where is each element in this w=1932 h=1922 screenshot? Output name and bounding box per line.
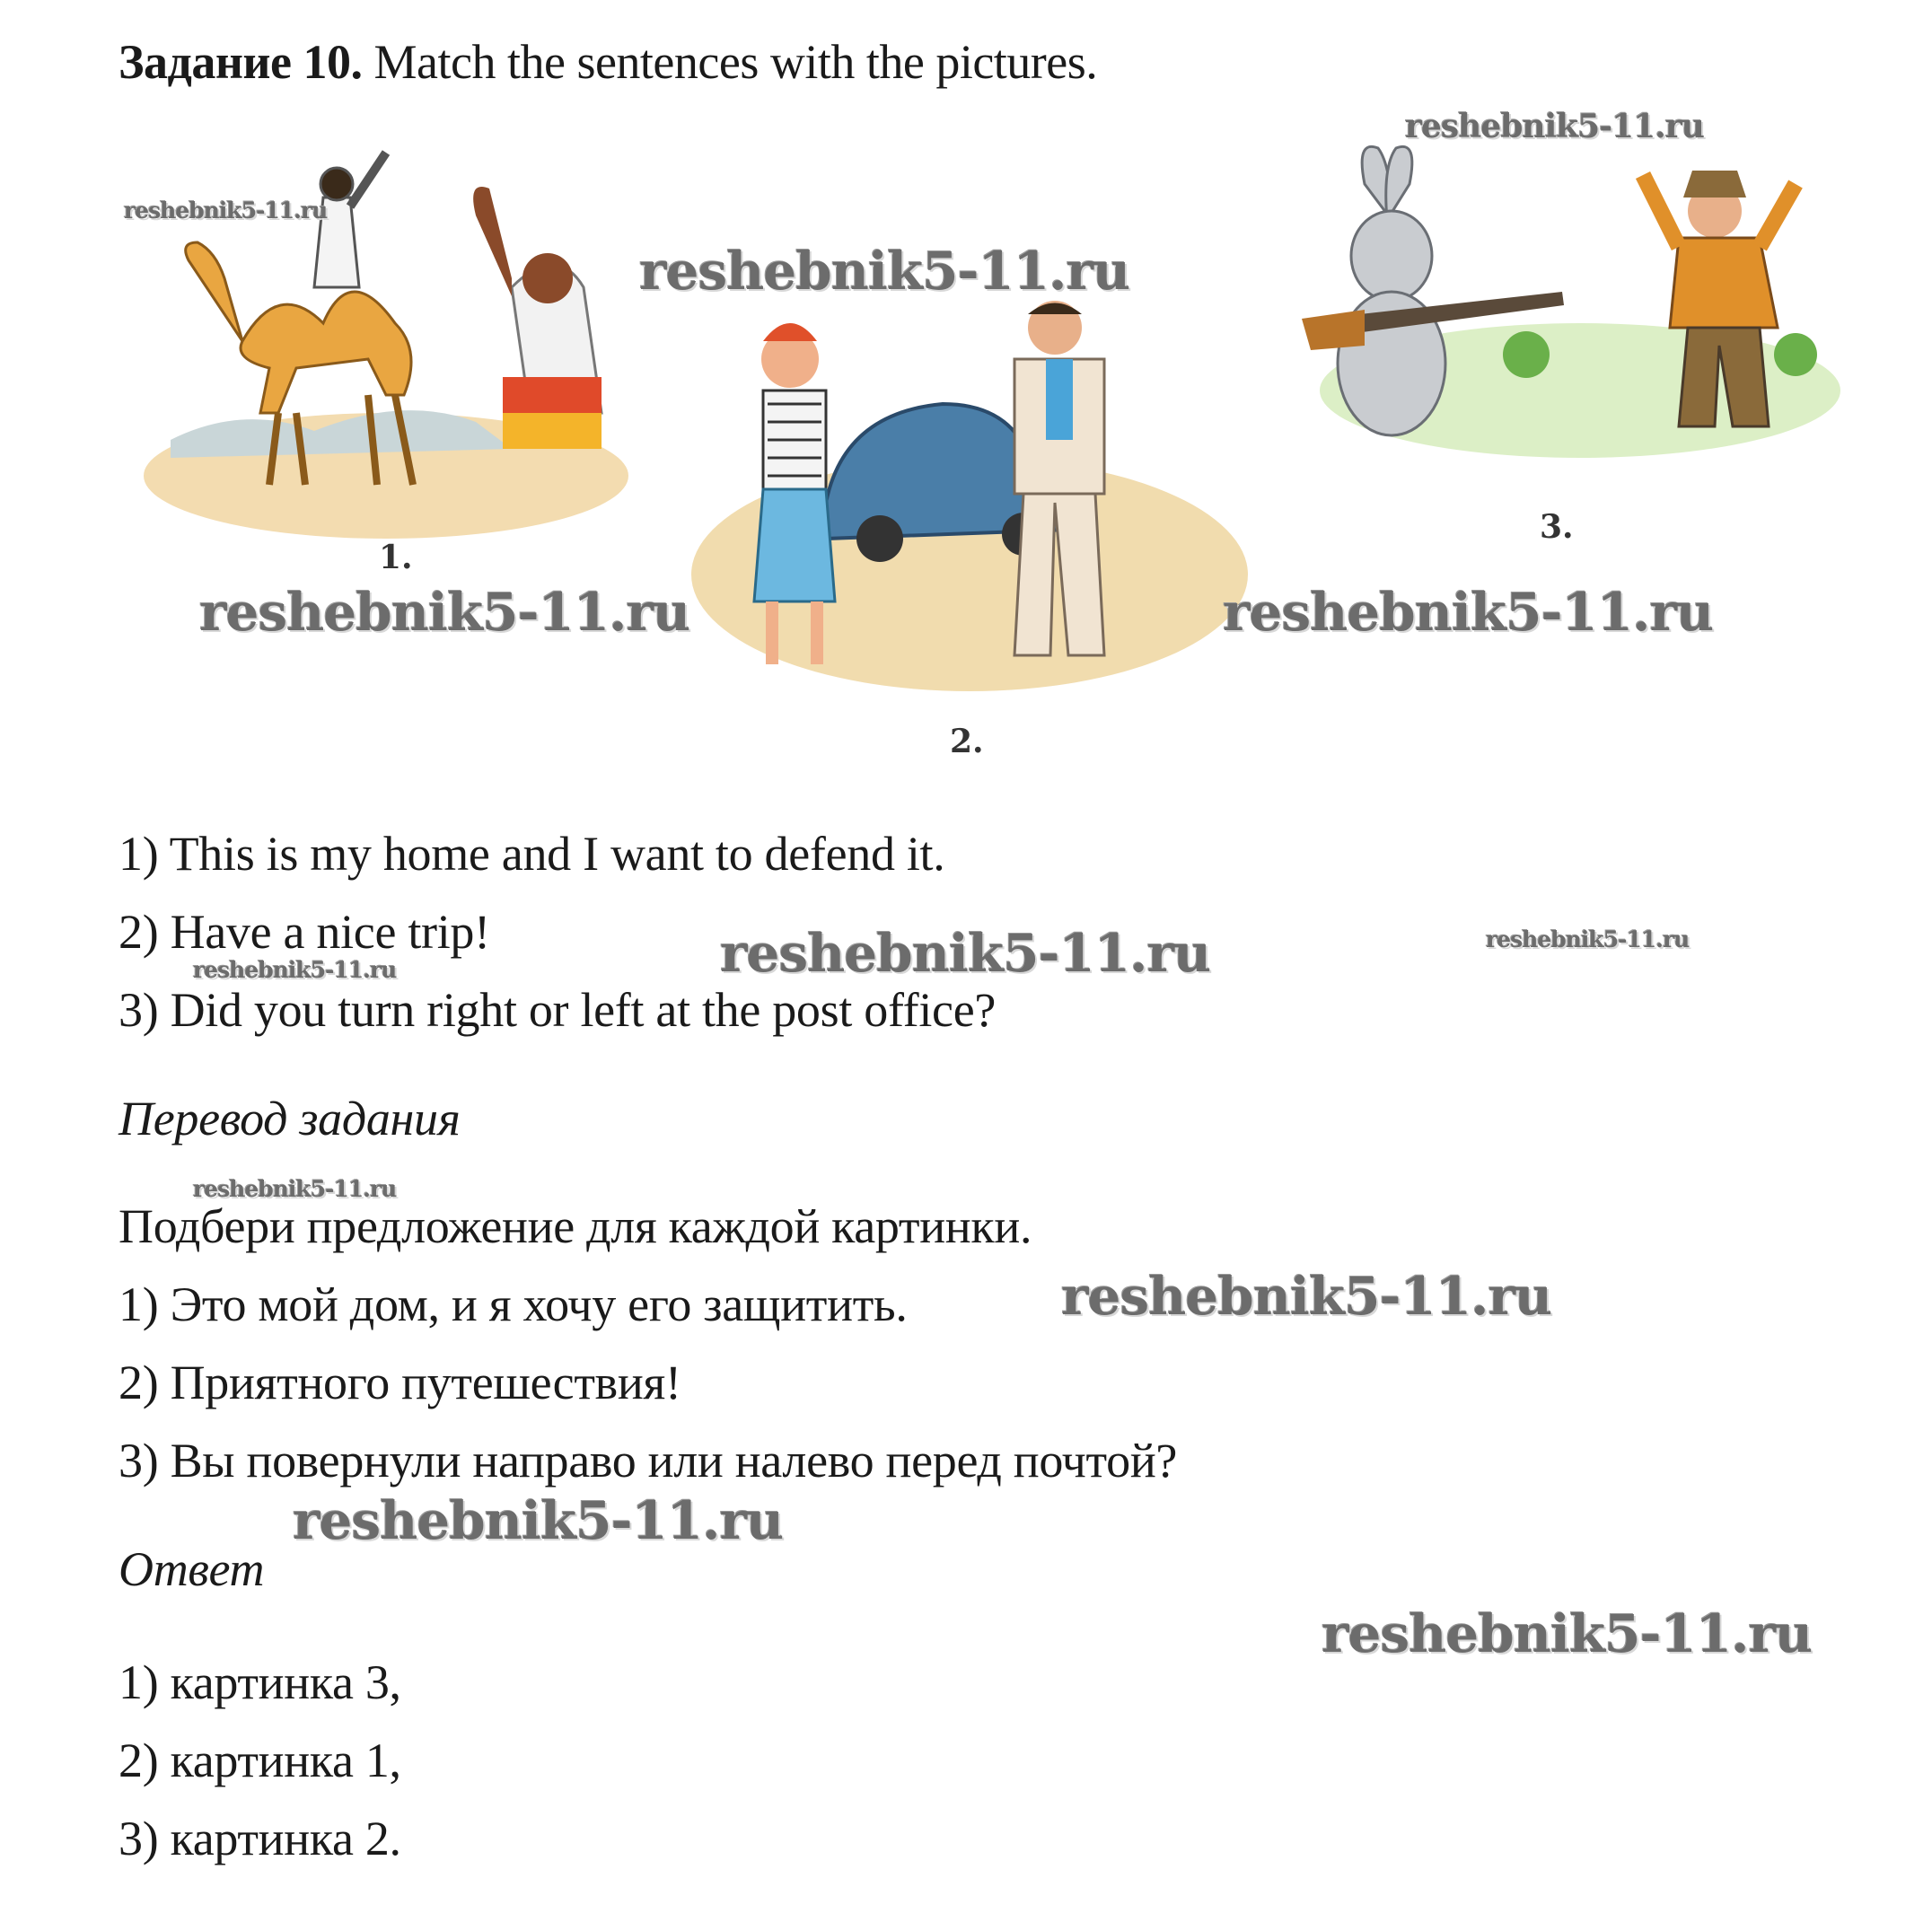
- answer-heading: Ответ: [119, 1542, 265, 1596]
- answer-line-3: 3) картинка 2.: [119, 1812, 401, 1865]
- task-number: Задание 10.: [119, 35, 363, 89]
- translation-line-1: 1) Это мой дом, и я хочу его защитить.: [119, 1277, 908, 1331]
- watermark: reshebnik5-11.ru: [720, 923, 1211, 984]
- translation-line-2: 2) Приятного путешествия!: [119, 1356, 681, 1409]
- translation-line-3: 3) Вы повернули направо или налево перед почтой?: [119, 1434, 1178, 1488]
- answer-line-1: 1) картинка 3,: [119, 1655, 401, 1709]
- watermark: reshebnik5-11.ru: [639, 241, 1130, 302]
- watermark: reshebnik5-11.ru: [1223, 582, 1714, 643]
- picture-1-label: 1.: [379, 539, 413, 576]
- task-instruction: Match the sentences with the pictures.: [373, 35, 1098, 89]
- watermark: reshebnik5-11.ru: [1486, 926, 1690, 952]
- sentence-3: 3) Did you turn right or left at the post office?: [119, 983, 997, 1037]
- watermark: reshebnik5-11.ru: [293, 1490, 784, 1551]
- watermark: reshebnik5-11.ru: [193, 957, 397, 983]
- watermark: reshebnik5-11.ru: [1322, 1603, 1813, 1664]
- watermark: reshebnik5-11.ru: [193, 1176, 397, 1202]
- translation-heading: Перевод задания: [119, 1092, 461, 1145]
- watermark: reshebnik5-11.ru: [199, 582, 690, 643]
- picture-2-label: 2.: [950, 723, 984, 760]
- answer-line-2: 2) картинка 1,: [119, 1733, 401, 1787]
- picture-3-illustration: [1293, 148, 1831, 444]
- task-title: [119, 34, 1097, 90]
- picture-2-illustration: [691, 305, 1248, 700]
- watermark: reshebnik5-11.ru: [1061, 1266, 1552, 1327]
- watermark: reshebnik5-11.ru: [1405, 108, 1704, 145]
- picture-3-label: 3.: [1540, 508, 1574, 546]
- sentence-1: 1) This is my home and I want to defend it.: [119, 827, 945, 881]
- watermark: reshebnik5-11.ru: [124, 197, 328, 224]
- sentence-2: 2) Have a nice trip!: [119, 905, 490, 959]
- translation-instruction: Подбери предложение для каждой картинки.: [119, 1199, 1032, 1253]
